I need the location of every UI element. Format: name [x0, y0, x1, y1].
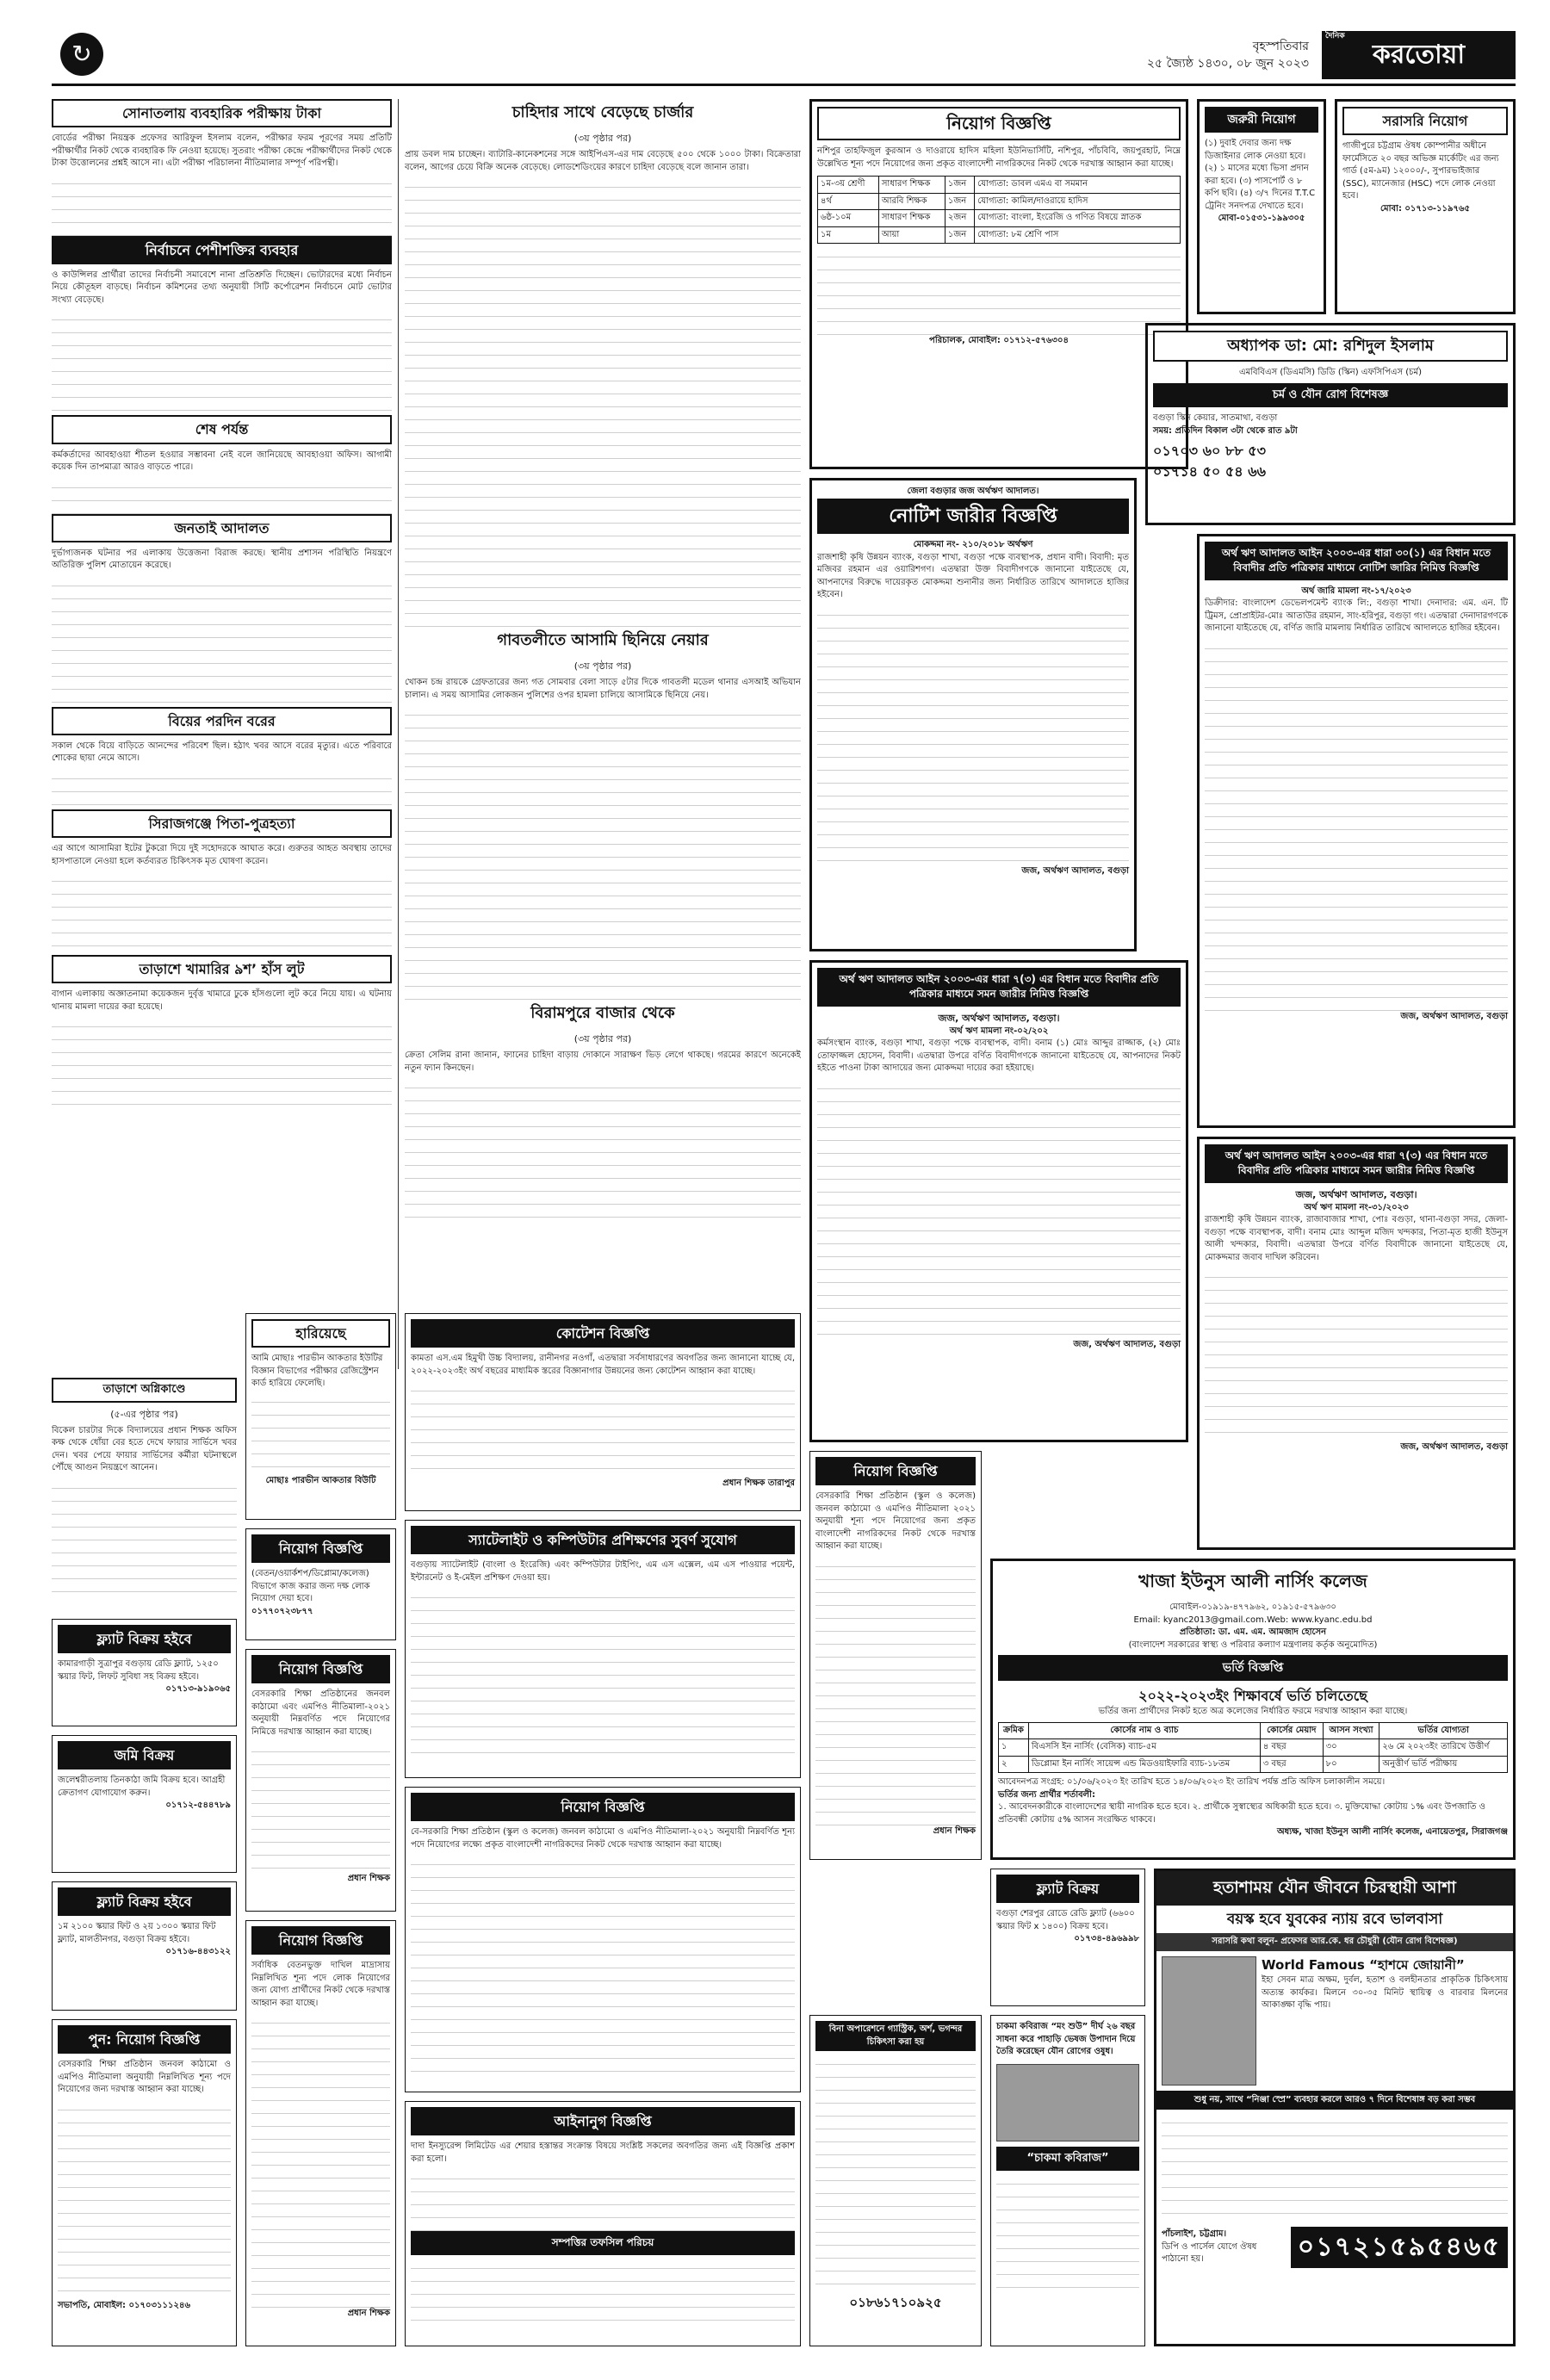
re-job-notice-title: পুন: নিয়োগ বিজ্ঞপ্তি [58, 2025, 231, 2054]
nursing-founder: প্রতিষ্ঠাতা: ডা. এম. এম. আমজাদ হোসেন [1179, 1627, 1327, 1637]
ad-body-text [1262, 1956, 1508, 2086]
job-table-cell: ১জন [945, 193, 974, 210]
job-table-row [818, 193, 1181, 210]
job-table-cell: ৬ষ্ঠ-১০ম [818, 210, 879, 227]
nursing-sign: অধ্যক্ষ, খাজা ইউনুস আলী নার্সিং কলেজ, এনায়েতপুর, সিরাজগঞ্জ [1276, 1827, 1508, 1838]
nursing-session: ২০২২-২০২৩ইং শিক্ষাবর্ষে ভর্তি চলিতেছে [1138, 1688, 1367, 1705]
job-ad-3-filler [251, 2015, 390, 2308]
story6-title: সিরাজগঞ্জে পিতা-পুত্রহত্যা [52, 809, 392, 838]
story5-text: সকাল থেকে বিয়ে বাড়িতে আনন্দের পরিবেশ ছিল। হঠাৎ খবর আসে বরের মৃত্যুর। এতে পরিবারে শোকের ছায়া নেমে আসে। [52, 741, 392, 764]
direct-hiring [1335, 99, 1516, 314]
job-table-cell: ২জন [945, 210, 974, 227]
doctor-ad [1145, 323, 1516, 525]
story5-filler [52, 771, 392, 809]
nursing-table-cell: ৮০ [1323, 1756, 1380, 1773]
loan-court-notice-1-text: ডিক্রীদার: বাংলাদেশ ডেভেলপমেন্ট ব্যাংক লি:, বগুড়া শাখা। দেনাদার: এম. এন. টি ট্রিমস, প্রোপ্রাইটর-মোঃ আতাউর রহমান, সাং-হরিপুর, বগুড়া গং। এতদ্বারা দেনাদারগণকে জানানো যাইতেছে যে, বর্ণিত জারি মামলায় নির্ধারিত তারিখে আদালতে হাজির হইবেন। [1205, 598, 1508, 634]
job-notice-top-title: নিয়োগ বিজ্ঞপ্তি [817, 107, 1181, 140]
job-ad-2-sign: প্রধান শিক্ষক [347, 1874, 390, 1884]
story5-title: বিয়ের পরদিন বরের [52, 707, 392, 735]
center-story2-text: খোকন চন্দ্র রায়কে গ্রেফতারের জন্য গত সোমবার বেলা সাড়ে ৫টার দিকে গাবতলী মডেল থানার এসআই অভিযান চালান। এ সময় আসামির লোকজন পুলিশের ওপর হামলা চালিয়ে আসামিকে ছিনিয়ে নেয়। [405, 678, 801, 700]
center-story2-title: গাবতলীতে আসামি ছিনিয়ে নেয়ার [405, 627, 801, 654]
job-table-cell: আয়া [878, 226, 945, 244]
center-news-column [405, 99, 801, 1309]
job-ad-3 [245, 1920, 396, 2346]
center-story2-filler [405, 707, 801, 1000]
re-job-notice-filler [58, 2102, 231, 2300]
nursing-conditions-title: ভর্তির জন্য প্রার্থীর শর্তাবলী: [998, 1789, 1095, 1800]
flat-sale-1-phone: ০১৭১৩-৯১৯০৬৫ [165, 1684, 231, 1695]
lost-notice-name: মোছাঃ পারভীন আকতার বিউটি [265, 1475, 376, 1485]
job-ad-1-title: নিয়োগ বিজ্ঞপ্তি [251, 1534, 390, 1563]
nursing-table-row [999, 1739, 1508, 1757]
legal-notice [405, 2101, 801, 2346]
ad-address: পাঁচলাইশ, চট্টগ্রাম। [1162, 2229, 1227, 2240]
job-notice-top [809, 99, 1188, 469]
direct-hiring-title: সরাসরি নিয়োগ [1342, 107, 1508, 135]
job-table-cell: ১জন [945, 177, 974, 194]
story7-title: তাড়াশে খামারির ৯শ’ হাঁস লুট [52, 955, 392, 983]
fire-story [52, 1378, 237, 1610]
flat-sale-1-title: ফ্ল্যাট বিক্রয় হইবে [58, 1625, 231, 1653]
doctor-phone-2: ০১৭১৪ ৫০ ৫৪ ৬৬ [1153, 462, 1267, 480]
direct-hiring-phone: মোবা: ০১৭১৩-১১৯৭৬৫ [1380, 203, 1471, 214]
court-notice-sign: জজ, অর্থঋণ আদালত, বগুড়া [1021, 865, 1129, 876]
urgent-hiring [1197, 99, 1326, 314]
center-story3-text: ক্রেতা সেলিম রানা জানান, ফ্যানের চাহিদা বাড়ায় দোকানে সারাক্ষণ ভিড় লেগে থাকছে। গরমের কারণে অনেকেই নতুন ফ্যান কিনছেন। [405, 1051, 801, 1073]
job-ad-1-text: (বেতন/ওয়ার্কশপ/ডিপ্লোমা/কলেজ) বিভাগে কাজ করার জন্য দক্ষ লোক নিয়োগ দেয়া হবে। [251, 1569, 370, 1604]
nursing-admission-title: ভর্তি বিজ্ঞপ্তি [998, 1655, 1508, 1681]
loan-court-notice-2-title: অর্থ ঋণ আদালত আইন ২০০৩-এর ধারা ৭(৩) এর বিধান মতে বিবাদীর প্রতি পত্রিকার মাধ্যমে সমন জারীর নিমিত্ত বিজ্ঞপ্তি [817, 968, 1181, 1007]
ad-headline: হতাশাময় যৌন জীবনে চিরস্থায়ী আশা [1156, 1871, 1513, 1906]
urgent-hiring-text: (১) দুবাই দেবার জন্য দক্ষ ডিজাইনার লোক নেওয়া হবে। (২) ১ মাসের মধ্যে ভিসা প্রদান করা হবে। (৩) পাসপোর্ট ও ৮ কপি ছবি। (৪) ৩/৭ দিনের T.T.C ট্রেনিং সনদপত্র দেখাতে হবে। [1205, 139, 1316, 211]
loan-court-notice-1-case: অর্থ জারি মামলা নং-১৭/২০২৩ [1301, 586, 1411, 596]
job-ad-3-text: সর্বাধিক বেতনভুক্ত দাখিল মাদ্রাসায় নিম্নলিখিত শূন্য পদে লোক নিয়োগের জন্য যোগ্য প্রার্থীদের নিকট থেকে দরখাস্ত আহ্বান করা যাচ্ছে। [251, 1961, 390, 2008]
flat-sale-2-phone: ০১৭১৬-৪৪৩১২২ [165, 1947, 231, 1957]
story2-title: নির্বাচনে পেশীশক্তির ব্যবহার [52, 236, 392, 264]
job-ad-4-filler [815, 1559, 976, 1825]
flat-sale-3-title: ফ্ল্যাট বিক্রয় [996, 1875, 1139, 1903]
herbal-ad-photo [996, 2064, 1139, 2141]
nursing-table-cell: ৪ বছর [1260, 1739, 1323, 1757]
ad-foot: ডিপি ও পার্সেল যোগে ঔষধ পাঠানো হয়। [1162, 2241, 1257, 2265]
legal-notice-title: আইনানুগ বিজ্ঞপ্তি [411, 2107, 795, 2135]
ad-phone: ০১৭২১৫৯৫৪৬৫ [1291, 2227, 1508, 2268]
story4-title: জনতাই আদালত [52, 514, 392, 542]
nursing-table-cell: ২৬ মে ২০২৩ইং তারিখে উত্তীর্ণ [1380, 1739, 1508, 1757]
story7-filler [52, 1019, 392, 1109]
clinic-ad-filler [815, 2056, 976, 2289]
flat-sale-1 [52, 1619, 237, 1726]
job-notice-top-filler [817, 249, 1181, 335]
masthead [52, 26, 1516, 86]
nursing-intro: ভর্তির জন্য প্রার্থীদের নিকট হতে অত্র কলেজের নির্ধারিত ফরমে দরখাস্ত আহ্বান করা যাচ্ছে। [1098, 1707, 1408, 1717]
job-table-cell: সাধারণ শিক্ষক [878, 210, 945, 227]
brand-logo [1322, 31, 1516, 79]
herbal-ad-text: চাকমা কবিরাজ “মং শুউ” দীর্ঘ ২৬ বছর সাধনা করে পাহাড়ি ভেষজ উপাদান দিয়ে তৈরি করেছেন যৌন রোগের ওষুধ। [996, 2022, 1136, 2056]
loan-court-notice-2-sign: জজ, অর্থঋণ আদালত, বগুড়া [1073, 1339, 1181, 1349]
job-ad-4-title: নিয়োগ বিজ্ঞপ্তি [815, 1457, 976, 1485]
ad-slogan: শুধু নয়, সাথে “নিঞ্জা স্প্রে” ব্যবহার করলে আরও ৭ দিনে বিশেষাঙ্গ বড় করা সম্ভব [1156, 2091, 1513, 2110]
land-sale-phone: ০১৭১২-৫৪৪৭৮৯ [165, 1800, 231, 1811]
doctor-speciality: চর্ম ও যৌন রোগ বিশেষজ্ঞ [1153, 383, 1508, 408]
loan-court-notice-1-sign: জজ, অর্থঋণ আদালত, বগুড়া [1400, 1011, 1508, 1021]
center-story3-filler [405, 1080, 801, 1226]
nursing-conditions: ১. আবেদনকারীকে বাংলাদেশের স্থায়ী নাগরিক হতে হবে। ২. প্রার্থীকে সুস্বাস্থ্যের অধিকারী হতে হবে। ৩. মুক্তিযোদ্ধা কোটায় ১% এবং উপজাতি ও প্রতিবন্ধী কোটায় ৫% আসন সংরক্ষিত থাকবে। [998, 1802, 1485, 1825]
job-ad-3-sign: প্রধান শিক্ষক [347, 2309, 390, 2319]
flat-sale-1-text: কামারগাড়ী সুত্রাপুর বগুড়ায় রেডি ফ্ল্যাট, ১২৫০ স্কয়ার ফিট, লিফট সুবিধা সহ বিক্রয় হইবে। [58, 1659, 219, 1682]
quotation-text: কামতা এস.এম হিমুখী উচ্চ বিদ্যালয়, রানীনগর নওগাঁ, এতদ্বারা সর্বসাধারণের অবগতির জন্য জানানো যাচ্ছে যে, ২০২২-২০২৩ইং অর্থ বছরের মাধ্যমিক স্তরের বিজ্ঞানাগার উন্নয়নের জন্য কোটেশন আহ্বান করা যাচ্ছে। [411, 1354, 795, 1376]
ad-filler [1162, 2115, 1508, 2218]
nursing-table-header: কোর্সের মেয়াদ [1260, 1722, 1323, 1739]
urgent-hiring-title: জরুরী নিয়োগ [1205, 107, 1318, 133]
re-job-notice-text: বেসরকারি শিক্ষা প্রতিষ্ঠান জনবল কাঠামো ও এমপিও নীতিমালা অনুযায়ী নিম্নলিখিত শূন্য পদে নিয়োগের জন্য দরখাস্ত আহ্বান করা যাচ্ছে। [58, 2060, 231, 2095]
loan-court-notice-2-filler [817, 1081, 1181, 1339]
court-notice-court: জেলা বগুড়ার জজ অর্থঋণ আদালত। [907, 487, 1039, 496]
story8-text: বিকেল চারটার দিকে বিদ্যালয়ের প্রধান শিক্ষক অফিস কক্ষ থেকে ধোঁয়া বের হতে দেখে ফায়ার সার্ভিসে খবর দেন। খবর পেয়ে ফায়ার সার্ভিসের কর্মীরা ঘটনাস্থলে পৌঁছে আগুন নিয়ন্ত্রণে আনেন। [52, 1425, 237, 1473]
weekday: বৃহস্পতিবার [1252, 40, 1309, 53]
job-table-row [818, 177, 1181, 194]
center-story1-title: চাহিদার সাথে বেড়েছে চার্জার [405, 99, 801, 127]
lost-notice-title: হারিয়েছে [251, 1319, 390, 1348]
ad-desc: ইহা সেবন মাত্র অক্ষম, দুর্বল, হতাশ ও বলহীনতার প্রাকৃতিক চিকিৎসায় অত্যন্ত কার্যকর। মিলনে ৩০-৩৫ মিনিট স্থায়িত্ব ও বারবার মিলনের আকাঙ্ক্ষা বৃদ্ধি পায়। [1262, 1975, 1508, 2011]
story8-title: তাড়াশে অগ্নিকাণ্ডে [52, 1378, 237, 1403]
job-ad-2-filler [251, 1744, 390, 1873]
job-ad-center-title: নিয়োগ বিজ্ঞপ্তি [411, 1793, 795, 1821]
job-table-cell: যোগ্যতা: ৮ম শ্রেণি পাস [975, 226, 1181, 244]
ad-strap: সরাসরি কথা বলুন- প্রফেসর আর.কে. ধর চৌধুরী (যৌন রোগ বিশেষজ্ঞ) [1156, 1933, 1513, 1951]
job-notice-table [817, 176, 1181, 244]
nursing-table-cell: ৩ বছর [1260, 1756, 1323, 1773]
job-table-cell: যোগ্যতা: কামিল/দাওরায়ে হাদিস [975, 193, 1181, 210]
job-table-cell: সাধারণ শিক্ষক [878, 177, 945, 194]
job-ad-center-filler [411, 1856, 795, 2072]
story1-title: সোনাতলায় ব্যবহারিক পরীক্ষায় টাকা [52, 99, 392, 127]
clinic-ad-headline: বিনা অপারেশনে গ্যাস্ট্রিক, অর্শ, ভগন্দর চিকিৎসা করা হয় [815, 2021, 976, 2051]
job-ad-center [405, 1787, 801, 2092]
loan-court-notice-2-court: জজ, অর্থঋণ আদালত, বগুড়া। [938, 1012, 1060, 1024]
sexual-health-ad [1154, 1869, 1516, 2346]
ad-footer-text [1162, 2228, 1286, 2266]
story2-filler [52, 312, 392, 415]
land-sale-text: জলেশ্বরীতলায় তিনকাঠা জমি বিক্রয় হবে। আগ্রহী ক্রেতাগণ যোগাযোগ করুন। [58, 1776, 226, 1798]
center-story3-sub: (৩য় পৃষ্ঠার পর) [574, 1033, 632, 1045]
job-table-cell: ৪র্থ [818, 193, 879, 210]
herbal-ad [990, 2015, 1145, 2346]
nursing-table-cell: বিএসসি ইন নার্সিং (বেসিক) ব্যাচ-৫ম [1028, 1739, 1260, 1757]
nursing-dates: আবেদনপত্র সংগ্রহ: ০১/০৬/২০২৩ ইং তারিখ হতে ১৪/০৬/২০২৩ ইং তারিখ পর্যন্ত প্রতি অফিস চলাকালীন সময়ে। [998, 1777, 1386, 1788]
story1-filler [52, 176, 392, 236]
job-ad-1-phone: ০১৭৭০৭২৩৮৭৭ [251, 1606, 313, 1616]
training-filler [411, 1590, 795, 1762]
doctor-chamber: বগুড়া স্কিন কেয়ার, সাতমাথা, বগুড়া [1153, 413, 1278, 424]
loan-court-notice-3-court: জজ, অর্থঋণ আদালত, বগুড়া। [1295, 1188, 1417, 1200]
nursing-approval: (বাংলাদেশ সরকারের স্বাস্থ্য ও পরিবার কল্যাণ মন্ত্রণালয় কর্তৃক অনুমোদিত) [1128, 1639, 1378, 1650]
loan-court-notice-2 [809, 960, 1188, 1442]
story6-filler [52, 873, 392, 955]
re-job-notice [52, 2019, 237, 2346]
loan-court-notice-1-title: অর্থ ঋণ আদালত আইন ২০০৩-এর ধারা ৩০(১) এর বিধান মতে বিবাদীর প্রতি পত্রিকার মাধ্যমে নোটিশ জারির নিমিত্ত বিজ্ঞপ্তি [1205, 542, 1508, 580]
story2-text: ও কাউন্সিলর প্রার্থীরা তাদের নির্বাচনী সমাবেশে নানা প্রতিশ্রুতি দিচ্ছেন। ভোটারদের মধ্যে নির্বাচন নিয়ে কৌতূহল বাড়ছে। নির্বাচন কমিশনের তথ্য অনুযায়ী সিটি কর্পোরেশন নির্বাচনে মোট ভোটার সংখ্যা বেড়েছে। [52, 270, 392, 305]
nursing-table-cell: ১ [999, 1739, 1029, 1757]
nursing-email: Email: kyanc2013@gmail.com.Web: www.kyanc.edu.bd [1133, 1615, 1373, 1625]
dateline [1147, 38, 1309, 73]
loan-court-notice-3-title: অর্থ ঋণ আদালত আইন ২০০৩-এর ধারা ৭(৩) এর বিধান মতে বিবাদীর প্রতি পত্রিকার মাধ্যমে সমন জারীর নিমিত্ত বিজ্ঞপ্তি [1205, 1144, 1508, 1183]
story3-text: কর্মকর্তাদের আবহাওয়া শীতল হওয়ার সম্ভাবনা নেই বলে জানিয়েছে আবহাওয়া অফিস। আগামী কয়েক দিন তাপমাত্রা আরও বাড়তে পারে। [52, 449, 392, 473]
loan-court-notice-1-filler [1205, 641, 1508, 1011]
flat-sale-2-text: ১ম ২১০০ স্কয়ার ফিট ও ২য় ১৩০০ স্কয়ার ফিট ফ্ল্যাট, মালতীনগর, বগুড়া বিক্রয় হইবে। [58, 1922, 216, 1944]
flat-sale-2-title: ফ্ল্যাট বিক্রয় হইবে [58, 1887, 231, 1916]
nursing-course-table [998, 1722, 1508, 1774]
nursing-contact: মোবাইল-০১৯১৯-৪৭৭৯৬২, ০১৯১৫-৫৭৯৬৩০ [1169, 1602, 1336, 1612]
job-table-cell: ১ম-৩য় শ্রেণী [818, 177, 879, 194]
job-ad-2 [245, 1649, 396, 1912]
job-ad-2-title: নিয়োগ বিজ্ঞপ্তি [251, 1655, 390, 1683]
story3-filler [52, 480, 392, 514]
loan-court-notice-3-filler [1205, 1269, 1508, 1441]
lost-notice [245, 1313, 396, 1520]
center-story3-title: বিরামপুরে বাজার থেকে [405, 1000, 801, 1027]
loan-court-notice-2-case: অর্থ ঋণ মামলা নং-০২/২০২ [949, 1026, 1049, 1036]
nursing-table-cell: ২ [999, 1756, 1029, 1773]
ad-body [1156, 1951, 1513, 2091]
doctor-time: সময়: প্রতিদিন বিকাল ৩টা থেকে রাত ৯টা [1153, 425, 1298, 436]
nursing-table-header: ক্রমিক [999, 1722, 1029, 1739]
job-ad-2-text: বেসরকারি শিক্ষা প্রতিষ্ঠানের জনবল কাঠামো এবং এমপিও নীতিমালা-২০২১ অনুযায়ী নিম্নবর্ণিত পদে নিয়োগের নিমিত্তে দরখাস্ত আহ্বান করা যাচ্ছে। [251, 1689, 390, 1737]
loan-court-notice-1 [1197, 534, 1516, 1128]
nursing-table-header: আসন সংখ্যা [1323, 1722, 1380, 1739]
flat-sale-2 [52, 1881, 237, 2011]
herbal-ad-filler [996, 2176, 1139, 2288]
job-ad-4-sign: প্রধান শিক্ষক [933, 1825, 976, 1836]
job-ad-3-title: নিয়োগ বিজ্ঞপ্তি [251, 1926, 390, 1955]
clinic-ad [809, 2015, 982, 2346]
doctor-name: অধ্যাপক ডা: মো: রশিদুল ইসলাম [1153, 331, 1508, 362]
nursing-table-cell: ডিপ্লোমা ইন নার্সিং সায়েন্স এন্ড মিডওয়াইফারি ব্যাচ-১৮তম [1028, 1756, 1260, 1773]
court-notice-filler [817, 607, 1129, 865]
job-table-cell: যোগ্যতা: বাংলা, ইংরেজি ও গণিত বিষয়ে স্নাতক [975, 210, 1181, 227]
land-sale-title: জমি বিক্রয় [58, 1741, 231, 1770]
nursing-table-header: ভর্তির যোগ্যতা [1380, 1722, 1508, 1739]
job-ad-4-text: বেসরকারি শিক্ষা প্রতিষ্ঠান (স্কুল ও কলেজ) জনবল কাঠামো ও এমপিও নীতিমালা ২০২১ অনুযায়ী শূন্য পদে নিয়োগের জন্য প্রকৃত বাংলাদেশী নাগরিকদের নিকট থেকে দরখাস্ত আহ্বান করা যাচ্ছে। [815, 1491, 976, 1552]
nursing-table-header-row [999, 1722, 1508, 1739]
quotation-filler [411, 1383, 795, 1478]
job-ad-4 [809, 1451, 982, 1860]
loan-court-notice-2-text: কর্মসংস্থান ব্যাংক, বগুড়া শাখা, বগুড়া পক্ষে ব্যবস্থাপক, বাদী। বনাম (১) মোঃ আব্দুর রাজ্জাক, (২) মোঃ তোফাজ্জল হোসেন, বিবাদী। এতদ্বারা উপরে বর্ণিত বিবাদীগণকে জানানো যাইতেছে যে, আপনাদের নিকট হইতে পাওনা টাকা আদায়ের জন্য মোকদ্দমা দায়ের করা হইয়াছে। [817, 1038, 1181, 1074]
urgent-hiring-phone: মোবা-০১৫৩১-১৯৯৩০৫ [1218, 214, 1305, 224]
job-table-cell: ১ম [818, 226, 879, 244]
story3-title: শেষ পর্যন্ত [52, 415, 392, 443]
nursing-table-header: কোর্সের নাম ও ব্যাচ [1028, 1722, 1260, 1739]
center-story2-sub: (৩য় পৃষ্ঠার পর) [574, 660, 632, 672]
quotation-notice [405, 1313, 801, 1511]
story1-text: বোর্ডের পরীক্ষা নিয়ন্ত্রক প্রফেসর আরিফুল ইসলাম বলেন, পরীক্ষার ফরম পূরণের সময় প্রতিটি পরীক্ষার্থীর নিকট থেকে ব্যবহারিক ফি নেওয়া হয়েছে। সুতরাং পরীক্ষা কেন্দ্রে পরীক্ষার্থীদের নিকট থেকে টাকা উত্তোলনের প্রশ্নই আসে না। এটা পরীক্ষা পরিচালনা নীতিমালার সম্পূর্ণ পরিপন্থী। [52, 133, 392, 169]
legal-notice-schedule-filler [411, 2260, 795, 2329]
court-notice-text: রাজশাহী কৃষি উন্নয়ন ব্যাংক, বগুড়া শাখা, বগুড়া পক্ষে ব্যবস্থাপক, প্রধান বাদী। বিবাদী: মৃত মজিবর রহমান এর ওয়ারিশগণ। এতদ্বারা উক্ত বিবাদীগণকে জানানো যাইতেছে যে, আপনাদের বিরুদ্ধে দায়েরকৃত মোকদ্দমা শুনানীর জন্য নির্ধারিত তারিখে আদালতে হাজির হইবেন। [817, 552, 1129, 600]
court-notice-title: নোটিশ জারীর বিজ্ঞপ্তি [817, 499, 1129, 535]
legal-notice-text: দাদা ইনস্যুরেন্স লিমিটেড এর শেয়ার হস্তান্তর সংক্রান্ত বিষয়ে সংশ্লিষ্ট সকলের অবগতির জন্য এই বিজ্ঞপ্তি প্রকাশ করা হলো। [411, 2141, 795, 2164]
job-table-row [818, 210, 1181, 227]
story7-text: বাগান এলাকায় অজ্ঞাতনামা কয়েকজন দুর্বৃত্ত খামারে ঢুকে হাঁসগুলো লুট করে নিয়ে যায়। এ ঘটনায় থানায় মামলা দায়ের করা হয়েছে। [52, 989, 392, 1012]
clinic-ad-phone: ০১৮৬১৭১০৯২৫ [849, 2295, 942, 2310]
job-table-cell: আরবি শিক্ষক [878, 193, 945, 210]
flat-sale-3 [990, 1869, 1145, 2006]
story8-sub: (৫-এর পৃষ্ঠার পর) [110, 1408, 178, 1420]
ad-product: World Famous “হাশমে জোয়ানী” [1262, 1956, 1465, 1973]
column-rule [398, 99, 399, 1369]
job-table-row [818, 226, 1181, 244]
re-job-notice-sign: সভাপতি, মোবাইল: ০১৭০৩১১১২৪৬ [58, 2300, 190, 2310]
nursing-table-row [999, 1756, 1508, 1773]
doctor-degrees: এমবিবিএস (ডিএমসি) ডিডি (স্কিন) এফসিপিএস (চর্ম) [1238, 368, 1423, 378]
job-ad-1 [245, 1528, 396, 1640]
newspaper-logo-icon: ↻ [60, 33, 103, 76]
loan-court-notice-3-text: রাজশাহী কৃষি উন্নয়ন ব্যাংক, রাজাবাজার শাখা, পোঃ বগুড়া, থানা-বগুড়া সদর, জেলা-বগুড়া পক্ষে ব্যবস্থাপক, বাদী। বনাম মোঃ আব্দুল মজিদ খন্দকার, পিতা-মৃত হাজী ইউনুস আলী খন্দকার, বিবাদী। এতদ্বারা উপরে বর্ণিত বিবাদীকে জানানো যাইতেছে যে, মোকদ্দমার জবাব দাখিল করিবেন। [1205, 1215, 1508, 1262]
left-news-column [52, 99, 392, 1369]
herbal-ad-banner: “চাকমা কবিরাজ” [996, 2147, 1139, 2172]
story4-filler [52, 578, 392, 707]
legal-notice-filler [411, 2171, 795, 2231]
job-notice-top-intro: নশিপুর তাহফিজুল কুরআন ও দাওরায়ে হাদিস মহিলা ইউনিভার্সিটি, নশিপুর, পাঁচবিবি, জয়পুরহাট, নিম্নে উল্লেখিত শূন্য পদে নিয়োগের জন্য প্রকৃত বাংলাদেশী নাগরিকদের নিকট থেকে দরখাস্ত আহ্বান করা যাচ্ছে। [817, 146, 1181, 169]
nursing-title: খাজা ইউনুস আলী নার্সিং কলেজ [998, 1566, 1508, 1596]
lost-notice-text: আমি মোছাঃ পারভীন আকতার ইউটির বিজ্ঞান বিভাগের পরীক্ষার রেজিস্ট্রেশন কার্ড হারিয়ে ফেলেছি। [251, 1354, 383, 1389]
loan-court-notice-3-sign: জজ, অর্থঋণ আদালত, বগুড়া [1400, 1442, 1508, 1453]
nursing-table-cell: অনুত্তীর্ণ ভর্তি পরীক্ষায় [1380, 1756, 1508, 1773]
quotation-sign: প্রধান শিক্ষক তারাপুর [722, 1478, 795, 1489]
brand-small: দৈনিক [1325, 32, 1345, 40]
ad-subheadline: বয়স্ক হবে যুবকের ন্যায় রবে ভালবাসা [1226, 1910, 1443, 1928]
training-ad [405, 1520, 801, 1778]
training-text: বগুড়ায় স্যাটেলাইট (বাংলা ও ইংরেজি) এবং কম্পিউটার টাইপিং, এম এস এক্সেল, এম এস পাওয়ার পয়েন্ট, ইন্টারনেট ও ই-মেইল প্রশিক্ষণ দেওয়া হয়। [411, 1560, 795, 1583]
doctor-phone-1: ০১৭০৩ ৬০ ৮৮ ৫৩ [1153, 443, 1267, 460]
job-notice-top-sign: পরিচালক, মোবাইল: ০১৭১২-৫৭৬৩০৪ [929, 336, 1069, 345]
center-story1-sub: (৩য় পৃষ্ঠার পর) [574, 133, 632, 145]
lost-notice-filler [251, 1394, 390, 1472]
job-ad-center-text: বে-সরকারি শিক্ষা প্রতিষ্ঠান (স্কুল ও কলেজ) জনবল কাঠামো ও এমপিও নীতিমালা-২০২১ অনুযায়ী নিম্নবর্ণিত শূন্য পদে নিয়োগের লক্ষ্যে প্রকৃত বাংলাদেশী নাগরিকদের নিকট থেকে দরখাস্ত আহ্বান করা যাচ্ছে। [411, 1827, 795, 1850]
court-notice [809, 478, 1137, 951]
job-table-cell: ১জন [945, 226, 974, 244]
legal-notice-schedule-title: সম্পত্তির তফসিল পরিচয় [411, 2231, 795, 2254]
flat-sale-3-text: বগুড়া শেরপুর রোডে রেডি ফ্ল্যাট (৬৬০০ স্কয়ার ফিট x ১৪০০) বিক্রয় হবে। [996, 1909, 1135, 1931]
story8-filler [52, 1480, 237, 1592]
story6-text: এর আগে আসামিরা ইটের টুকরো দিয়ে দুই সহোদরকে আঘাত করে। গুরুতর আহত অবস্থায় তাদের হাসপাতালে নেওয়া হলে কর্তব্যরত চিকিৎসক মৃত ঘোষণা করেন। [52, 844, 392, 866]
job-table-cell: যোগ্যতা: ডাবল এমএ বা সমমান [975, 177, 1181, 194]
ad-photo [1162, 1956, 1256, 2086]
center-story1-filler [405, 179, 801, 627]
quotation-title: কোটেশন বিজ্ঞপ্তি [411, 1319, 795, 1348]
loan-court-notice-3 [1197, 1137, 1516, 1550]
direct-hiring-text: গাজীপুরে চট্টগ্রাম ঔষধ কোম্পানীর অধীনে ফার্মেসিতে ২০ বছর অভিজ্ঞ মার্কেটিং এর জন্য গার্ড (৫ম-৯ম) ১২০০০/-, সুপারভাইজার (SSC), ম্যানেজার (HSC) পদে লোক নেওয়া হবে। [1342, 141, 1499, 201]
nursing-table-cell: ৩০ [1323, 1739, 1380, 1757]
flat-sale-3-phone: ০১৭৩৪-৪৯৬৯৯৮ [1074, 1934, 1139, 1944]
ad-footer [1156, 2223, 1513, 2272]
training-title: স্যাটেলাইট ও কম্পিউটার প্রশিক্ষণের সুবর্ণ সুযোগ [411, 1526, 795, 1554]
court-notice-case: মোকদ্দমা নং- ২১০/২০১৮ অর্থঋণ [913, 540, 1033, 550]
loan-court-notice-3-case: অর্থ ঋণ মামলা নং-৩১/২০২৩ [1304, 1202, 1409, 1212]
date: ২৫ জ্যৈষ্ঠ ১৪৩০, ০৮ জুন ২০২৩ [1146, 57, 1309, 71]
story4-text: দুর্ভাগ্যজনক ঘটনার পর এলাকায় উত্তেজনা বিরাজ করছে। স্থানীয় প্রশাসন পরিস্থিতি নিয়ন্ত্রণে অতিরিক্ত পুলিশ মোতায়েন করেছে। [52, 548, 392, 571]
brand-name: করতোয়া [1372, 40, 1466, 70]
nursing-college-ad [990, 1559, 1516, 1860]
land-sale [52, 1735, 237, 1873]
center-story1-text: প্রায় ডবল দাম চাচ্ছেন। ব্যাটারি-কানেকশনের সঙ্গে আইপিএস-এর দাম বেড়েছে ৫০০ থেকে ১০০০ টাকা। বিক্রেতারা বলেন, আগের চেয়ে বিক্রি অনেক বেড়েছে। লোডশেডিংয়ের কারণে চাহিদা বেড়েছে বলে জানান তারা। [405, 150, 801, 172]
